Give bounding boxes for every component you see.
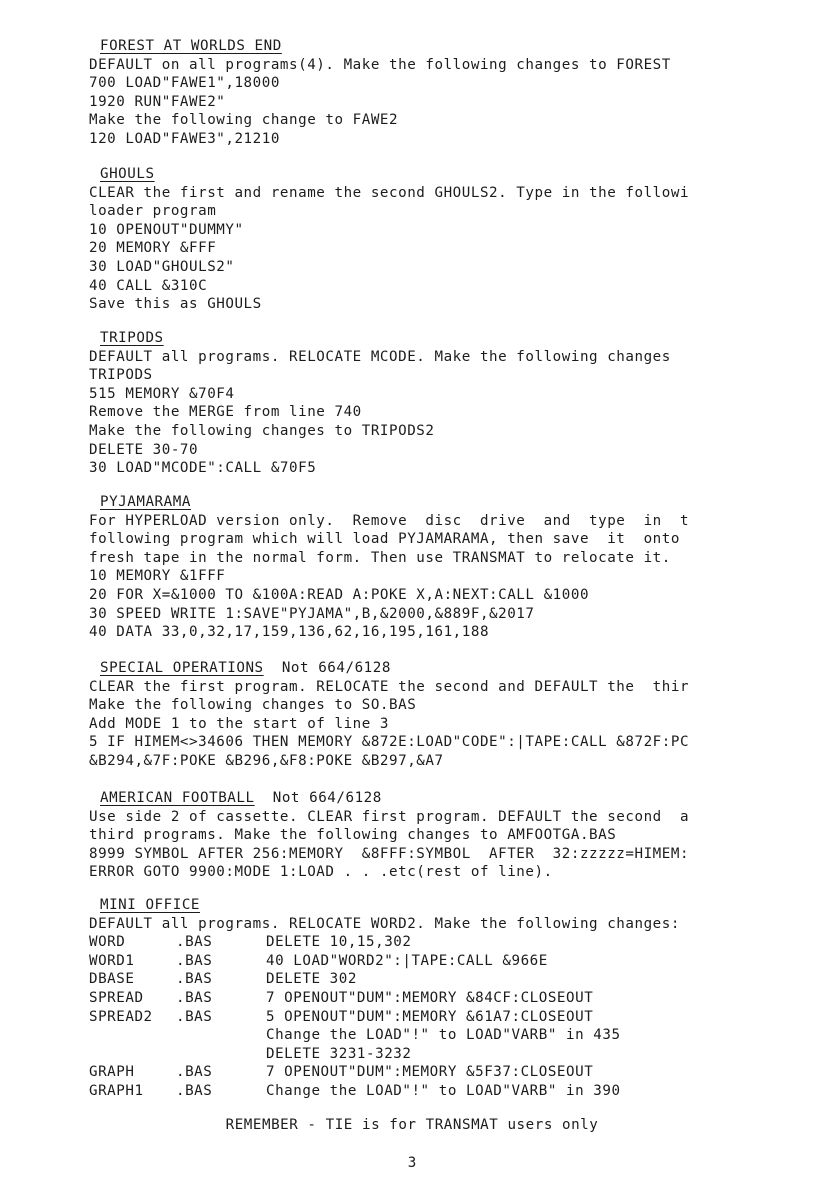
file-extension: .BAS <box>176 1082 213 1099</box>
section-heading: TRIPODS <box>100 330 164 346</box>
section-american-football <box>89 789 824 882</box>
table-row <box>89 1063 824 1082</box>
file-name: WORD <box>89 934 126 951</box>
text-line: 10 OPENOUT"DUMMY" <box>89 221 244 238</box>
text-line: CLEAR the first and rename the second GHOULS2. Type in the followi <box>89 184 690 201</box>
file-name: SPREAD <box>89 989 144 1006</box>
text-line: DEFAULT all programs. RELOCATE MCODE. Make the following changes <box>89 348 671 365</box>
file-name: GRAPH1 <box>89 1082 144 1099</box>
text-line: 8999 SYMBOL AFTER 256:MEMORY &8FFF:SYMBOL AFTER 32:zzzzz=HIMEM: <box>89 845 690 862</box>
section-pyjamarama <box>89 493 824 642</box>
text-line: 120 LOAD"FAWE3",21210 <box>89 130 280 147</box>
section-heading: AMERICAN FOOTBALL <box>100 790 255 806</box>
text-line: 40 DATA 33,0,32,17,159,136,62,16,195,161,188 <box>89 624 490 641</box>
text-line: DELETE 30-70 <box>89 441 199 458</box>
section-special-operations <box>89 659 824 771</box>
text-line: ERROR GOTO 9900:MODE 1:LOAD . . .etc(rest of line). <box>89 864 553 881</box>
text-line: TRIPODS <box>89 367 153 384</box>
text-line: 30 LOAD"GHOULS2" <box>89 258 235 275</box>
section-note: Not 664/6128 <box>281 660 391 676</box>
file-name <box>89 1026 176 1045</box>
section-forest-at-worlds-end <box>89 37 824 149</box>
section-heading: MINI OFFICE <box>100 897 201 913</box>
text-line: Make the following changes to TRIPODS2 <box>89 422 435 439</box>
file-name: GRAPH <box>89 1064 135 1081</box>
text-line: Make the following changes to SO.BAS <box>89 697 417 714</box>
table-row <box>89 933 824 952</box>
file-extension: .BAS <box>176 934 213 951</box>
table-row <box>89 1045 824 1064</box>
file-extension <box>176 1045 266 1064</box>
file-name <box>89 1045 176 1064</box>
text-line: 1920 RUN"FAWE2" <box>89 93 226 110</box>
text-line: 515 MEMORY &70F4 <box>89 385 235 402</box>
text-line: 20 FOR X=&1000 TO &100A:READ A:POKE X,A:NEXT:CALL &1000 <box>89 586 590 603</box>
change-command: 5 OPENOUT"DUM":MEMORY &61A7:CLOSEOUT <box>266 1008 594 1025</box>
text-line: 700 LOAD"FAWE1",18000 <box>89 75 280 92</box>
text-line: 20 MEMORY &FFF <box>89 240 217 257</box>
table-row <box>89 1008 824 1027</box>
change-command: Change the LOAD"!" to LOAD"VARB" in 390 <box>266 1082 621 1099</box>
section-mini-office <box>89 896 824 1101</box>
file-extension <box>176 1026 266 1045</box>
file-name: DBASE <box>89 971 135 988</box>
section-heading: FOREST AT WORLDS END <box>100 38 282 54</box>
change-command: DELETE 10,15,302 <box>266 934 412 951</box>
table-row <box>89 970 824 989</box>
text-line: Make the following change to FAWE2 <box>89 112 399 129</box>
text-line: 30 LOAD"MCODE":CALL &70F5 <box>89 460 317 477</box>
text-line: CLEAR the first program. RELOCATE the second and DEFAULT the thir <box>89 678 690 695</box>
change-command: 7 OPENOUT"DUM":MEMORY &5F37:CLOSEOUT <box>266 1064 594 1081</box>
text-line: Add MODE 1 to the start of line 3 <box>89 715 390 732</box>
text-line: DEFAULT all programs. RELOCATE WORD2. Make the following changes: <box>89 915 680 932</box>
file-extension: .BAS <box>176 952 213 969</box>
table-row <box>89 1082 824 1101</box>
file-extension: .BAS <box>176 1064 213 1081</box>
file-extension: .BAS <box>176 989 213 1006</box>
text-line: third programs. Make the following changes to AMFOOTGA.BAS <box>89 827 617 844</box>
footer-note: REMEMBER - TIE is for TRANSMAT users only <box>225 1117 599 1133</box>
text-line: For HYPERLOAD version only. Remove disc drive and type in t <box>89 512 690 529</box>
change-command: DELETE 302 <box>266 971 357 988</box>
table-row <box>89 952 824 971</box>
section-heading: SPECIAL OPERATIONS <box>100 660 264 676</box>
file-name: SPREAD2 <box>89 1008 153 1025</box>
change-command: DELETE 3231-3232 <box>266 1045 412 1062</box>
text-line: 40 CALL &310C <box>89 277 208 294</box>
change-command: 7 OPENOUT"DUM":MEMORY &84CF:CLOSEOUT <box>266 989 594 1006</box>
section-ghouls <box>89 165 824 314</box>
section-note: Not 664/6128 <box>272 790 382 806</box>
text-line: 10 MEMORY &1FFF <box>89 568 226 585</box>
text-line: 5 IF HIMEM<>34606 THEN MEMORY &872E:LOAD"CODE":|TAPE:CALL &872F:PC <box>89 734 690 751</box>
text-line: fresh tape in the normal form. Then use TRANSMAT to relocate it. <box>89 549 671 566</box>
file-name: WORD1 <box>89 952 135 969</box>
text-line: following program which will load PYJAMARAMA, then save it onto <box>89 531 680 548</box>
text-line: 30 SPEED WRITE 1:SAVE"PYJAMA",B,&2000,&889F,&2017 <box>89 605 535 622</box>
change-command: 40 LOAD"WORD2":|TAPE:CALL &966E <box>266 952 548 969</box>
text-line: Remove the MERGE from line 740 <box>89 404 362 421</box>
change-command: Change the LOAD"!" to LOAD"VARB" in 435 <box>266 1027 621 1044</box>
table-row <box>89 989 824 1008</box>
text-line: &B294,&7F:POKE &B296,&F8:POKE &B297,&A7 <box>89 752 444 769</box>
file-extension: .BAS <box>176 1008 213 1025</box>
section-heading: GHOULS <box>100 166 155 182</box>
section-heading: PYJAMARAMA <box>100 494 191 510</box>
table-row <box>89 1026 824 1045</box>
section-tripods <box>89 329 824 478</box>
text-line: Use side 2 of cassette. CLEAR first program. DEFAULT the second a <box>89 808 690 825</box>
text-line: Save this as GHOULS <box>89 296 262 313</box>
text-line: DEFAULT on all programs(4). Make the following changes to FOREST <box>89 56 671 73</box>
file-extension: .BAS <box>176 971 213 988</box>
page-number: 3 <box>407 1155 417 1171</box>
text-line: loader program <box>89 203 217 220</box>
